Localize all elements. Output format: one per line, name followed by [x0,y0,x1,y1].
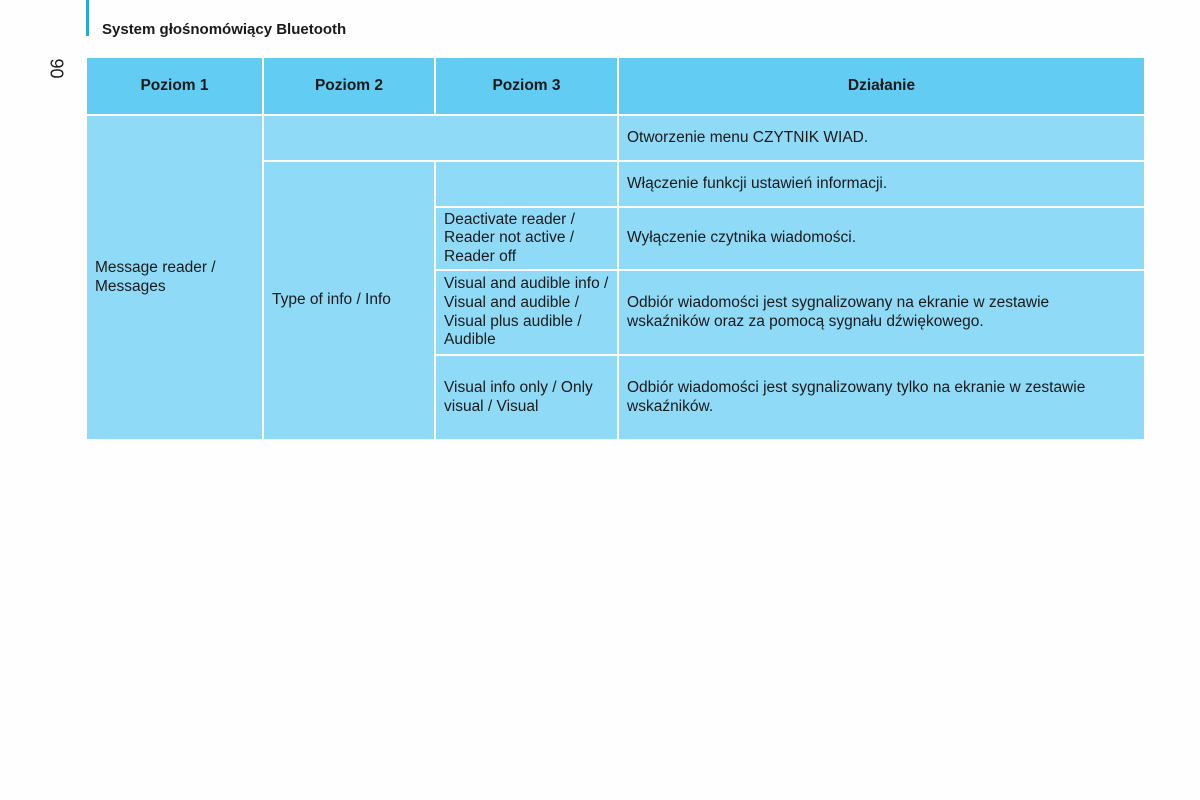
table-row [86,115,1145,161]
column-header-level2: Poziom 2 [263,57,435,115]
cell-level2: Type of info / Info [263,161,435,440]
cell-level3: Visual info only / Only visual / Visual [435,355,618,440]
cell-level3: Visual and audible info / Visual and audible / Visual plus audible / Audible [435,270,618,355]
cell-action: Włączenie funkcji ustawień informacji. [618,161,1145,207]
column-header-level3: Poziom 3 [435,57,618,115]
table-header-row [86,57,1145,115]
cell-empty [435,161,618,207]
header-accent-bar [86,0,89,36]
cell-level1: Message reader / Messages [86,115,263,440]
section-title: System głośnomówiący Bluetooth [102,21,347,38]
cell-action: Odbiór wiadomości jest sygnalizowany tylko na ekranie w zestawie wskaźników. [618,355,1145,440]
cell-empty [263,115,618,161]
column-header-level1: Poziom 1 [86,57,263,115]
column-header-action: Działanie [618,57,1145,115]
cell-action: Otworzenie menu CZYTNIK WIAD. [618,115,1145,161]
page-number: 90 [46,58,67,79]
cell-level3: Deactivate reader / Reader not active / Reader off [435,207,618,270]
menu-levels-table [85,56,1146,441]
cell-action: Wyłączenie czytnika wiadomości. [618,207,1145,270]
cell-action: Odbiór wiadomości jest sygnalizowany na ekranie w zestawie wskaźników oraz za pomocą sygnału dźwiękowego. [618,270,1145,355]
